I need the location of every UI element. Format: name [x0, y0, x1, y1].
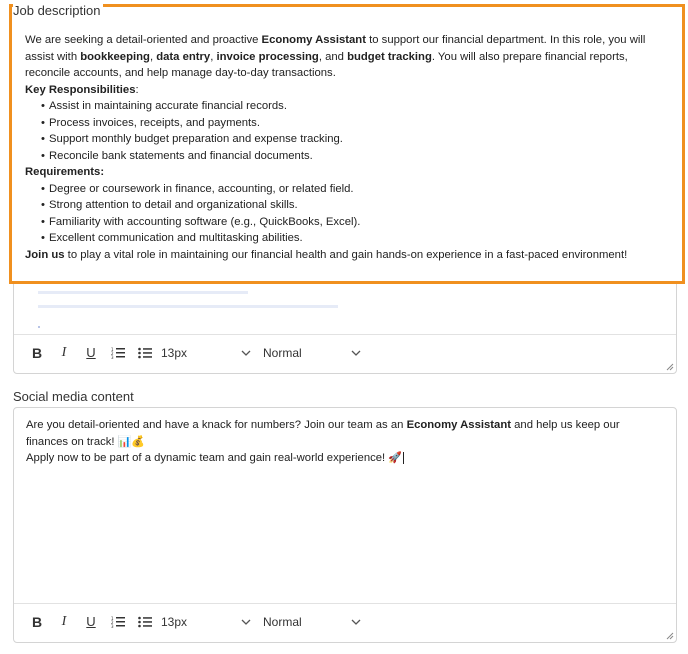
requirements-heading: Requirements:: [25, 166, 105, 178]
chevron-down-icon: [241, 617, 251, 627]
social-line-1: Are you detail-oriented and have a knack for numbers? Join our team as an Economy Assistant and help us keep our finances on track! 📊💰: [26, 419, 620, 448]
italic-button[interactable]: I: [61, 344, 67, 360]
text-cursor: [403, 452, 404, 464]
ordered-list-icon: [111, 616, 125, 628]
list-item: • Process invoices, receipts, and payments.: [25, 115, 670, 132]
chevron-down-icon: [351, 617, 361, 627]
list-item: • Strong attention to detail and organizational skills.: [25, 197, 670, 214]
social-media-content[interactable]: [26, 417, 664, 467]
svg-text:2: 2: [111, 350, 114, 356]
job-description-content[interactable]: [25, 32, 670, 263]
font-size-value: 13px: [161, 614, 188, 629]
ordered-list-button[interactable]: [105, 609, 131, 635]
ordered-list-icon: [111, 347, 125, 359]
svg-text:3: 3: [111, 354, 114, 359]
bold-button[interactable]: B: [31, 613, 43, 630]
social-toolbar: [14, 603, 676, 639]
bullet-list-button[interactable]: [132, 340, 158, 366]
responsibilities-heading: Key Responsibilities:: [25, 83, 139, 96]
chart-money-emoji: 📊💰: [117, 435, 146, 448]
social-media-editor[interactable]: [13, 407, 677, 643]
social-media-label: Social media content: [13, 389, 134, 404]
list-item: • Familiarity with accounting software (e.g., QuickBooks, Excel).: [25, 214, 670, 231]
rocket-emoji: 🚀: [388, 452, 403, 464]
job-description-highlight: [9, 4, 685, 284]
job-toolbar: [14, 334, 676, 370]
svg-text:3: 3: [111, 623, 114, 628]
intro-paragraph: We are seeking a detail-oriented and proactive Economy Assistant to support our financial department. In this role, you will assist with bookkeeping, data entry, invoice processing, and budget tracking. You will also prepare financial reports, reconcile accounts, and help manage day-to-day transactions.: [25, 34, 646, 79]
text-style-value: Normal: [263, 345, 302, 360]
svg-text:1: 1: [111, 615, 114, 621]
text-style-select[interactable]: [263, 346, 367, 360]
closing-paragraph: Join us to play a vital role in maintaining our financial health and gain hands-on experience in a fast-paced environment!: [25, 248, 628, 261]
chevron-down-icon: [351, 348, 361, 358]
text-style-select[interactable]: [263, 615, 367, 629]
social-line-2: Apply now to be part of a dynamic team and gain real-world experience! 🚀: [26, 452, 403, 464]
list-item: • Excellent communication and multitasking abilities.: [25, 230, 670, 247]
svg-text:1: 1: [111, 346, 114, 352]
job-description-label: Job description: [13, 3, 103, 18]
chevron-down-icon: [241, 348, 251, 358]
ghost-text-line: [38, 291, 248, 294]
underline-button[interactable]: U: [86, 345, 96, 360]
list-item: • Degree or coursework in finance, accounting, or related field.: [25, 181, 670, 198]
resize-handle-icon[interactable]: [666, 632, 674, 640]
font-size-value: 13px: [161, 345, 188, 360]
bullet-list-icon: [138, 616, 152, 628]
list-item: • Reconcile bank statements and financial documents.: [25, 148, 670, 165]
ghost-text-line: [38, 305, 338, 308]
bullet-list-icon: [138, 347, 152, 359]
list-item: • Assist in maintaining accurate financial records.: [25, 98, 670, 115]
svg-text:2: 2: [111, 619, 114, 625]
bullet-list-button[interactable]: [132, 609, 158, 635]
font-size-select[interactable]: [161, 615, 257, 629]
list-item: • Support monthly budget preparation and expense tracking.: [25, 131, 670, 148]
resize-handle-icon[interactable]: [666, 363, 674, 371]
ordered-list-button[interactable]: [105, 340, 131, 366]
text-style-value: Normal: [263, 614, 302, 629]
italic-button[interactable]: I: [61, 613, 67, 629]
font-size-select[interactable]: [161, 346, 257, 360]
bold-button[interactable]: B: [31, 344, 43, 361]
underline-button[interactable]: U: [86, 614, 96, 629]
ghost-text-dot: [38, 326, 40, 328]
